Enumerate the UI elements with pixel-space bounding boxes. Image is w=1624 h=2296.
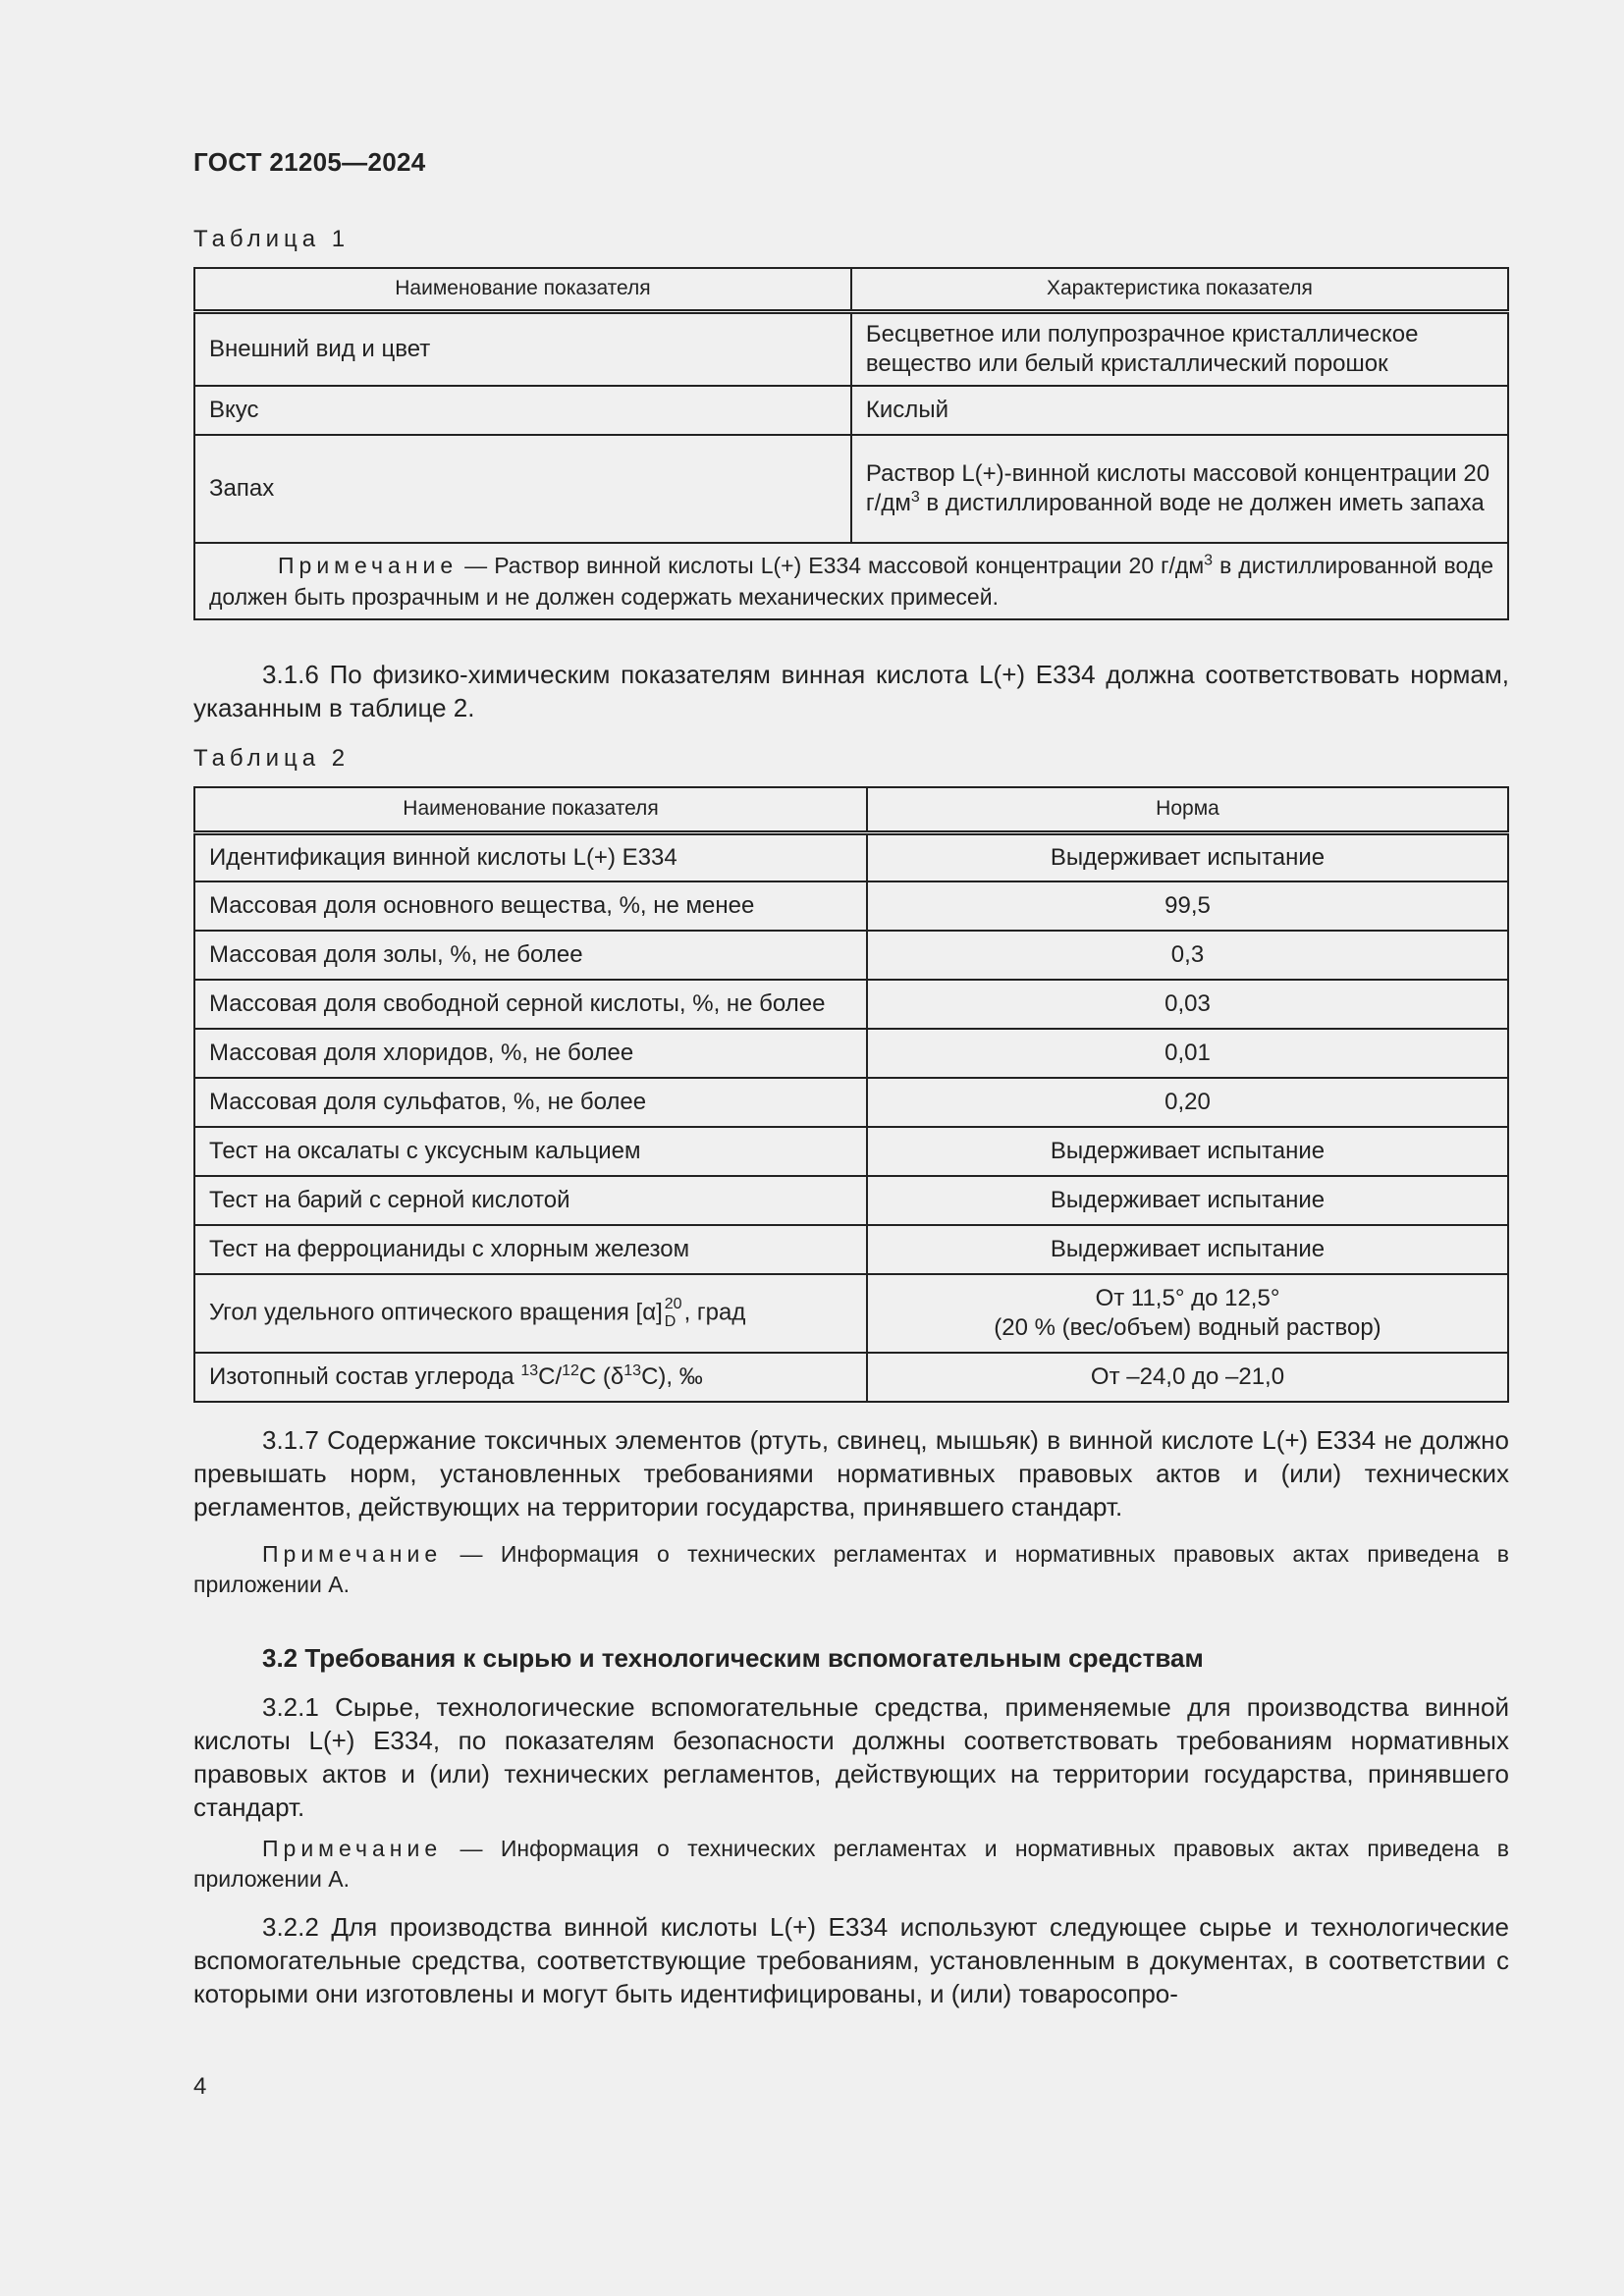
paragraph-3-2-2: 3.2.2 Для производства винной кислоты L(+) E334 используют следующее сырье и технологические вспомогательные средства, соответствующие требованиям, установленным в документах, в соответствии с которыми они изготовлены и могут быть идентифицированы, и (или) товаросопро- bbox=[193, 1912, 1509, 2008]
table2-cell-value bbox=[867, 1274, 1508, 1353]
table-row bbox=[194, 311, 1508, 386]
table1 bbox=[193, 267, 1509, 620]
rotation-index bbox=[665, 1296, 682, 1331]
table2-caption: Таблица 2 bbox=[193, 745, 351, 772]
isotope-text-1: Изотопный состав углерода bbox=[209, 1363, 521, 1390]
table-row bbox=[194, 1078, 1508, 1127]
table2-cell-name: Массовая доля свободной серной кислоты, %, не более bbox=[194, 980, 867, 1029]
table2-cell-value: 0,3 bbox=[867, 931, 1508, 980]
note-dash: — bbox=[442, 1836, 501, 1861]
table1-cell-name: Вкус bbox=[194, 386, 851, 435]
table-row bbox=[194, 1176, 1508, 1225]
table1-cell-value: Кислый bbox=[851, 386, 1508, 435]
table2-header-name: Наименование показателя bbox=[194, 787, 867, 832]
table1-header-characteristic: Характеристика показателя bbox=[851, 268, 1508, 311]
table2-cell-value: Выдерживает испытание bbox=[867, 1225, 1508, 1274]
isotope-sup-2: 12 bbox=[562, 1362, 579, 1379]
table2-cell-value: Выдерживает испытание bbox=[867, 1127, 1508, 1176]
table2-cell-name: Тест на барий с серной кислотой bbox=[194, 1176, 867, 1225]
rotation-sub: D bbox=[664, 1313, 677, 1330]
table2-cell-name: Массовая доля сульфатов, %, не более bbox=[194, 1078, 867, 1127]
note-label: Примечание bbox=[262, 1541, 443, 1567]
section-heading-3-2: 3.2 Требования к сырью и технологическим вспомогательным средствам bbox=[262, 1643, 1204, 1673]
document-code: ГОСТ 21205—2024 bbox=[193, 147, 426, 177]
table2-cell-name bbox=[194, 1274, 867, 1353]
table-row bbox=[194, 832, 1508, 881]
table2-cell-name: Массовая доля хлоридов, %, не более bbox=[194, 1029, 867, 1078]
note-text-part1: Раствор винной кислоты L(+) E334 массовой концентрации 20 г/дм bbox=[494, 553, 1205, 578]
table1-note bbox=[194, 543, 1508, 619]
table1-caption: Таблица 1 bbox=[193, 226, 351, 252]
table1-header-row bbox=[194, 268, 1508, 311]
smell-text-part2: в дистиллированной воде не должен иметь запаха bbox=[919, 490, 1485, 516]
isotope-sup-3: 13 bbox=[623, 1362, 642, 1379]
table2-cell-name: Тест на ферроцианиды с хлорным железом bbox=[194, 1225, 867, 1274]
note-text: Информация о технических регламентах и нормативных правовых актах приведена в приложении А. bbox=[193, 1836, 1509, 1892]
paragraph-3-1-6: 3.1.6 По физико-химическим показателям винная кислота L(+) E334 должна соответствовать нормам, указанным в таблице 2. bbox=[193, 660, 1509, 722]
note-text-sup: 3 bbox=[1204, 552, 1214, 569]
note-dash: — bbox=[442, 1541, 501, 1567]
smell-text-part1: Раствор L(+)-винной кислоты массовой концентрации 20 г/дм bbox=[865, 460, 1490, 516]
rotation-value-line1: От 11,5° до 12,5° bbox=[1095, 1285, 1280, 1311]
table2-cell-value: 0,20 bbox=[867, 1078, 1508, 1127]
table2-cell-name: Массовая доля золы, %, не более bbox=[194, 931, 867, 980]
note-label: Примечание bbox=[278, 553, 459, 578]
table2-cell-value: От –24,0 до –21,0 bbox=[867, 1353, 1508, 1402]
table1-header-name: Наименование показателя bbox=[194, 268, 851, 311]
table2-cell-value: 99,5 bbox=[867, 881, 1508, 931]
note-3-2-1 bbox=[193, 1834, 1509, 1895]
isotope-text-4: C), ‰ bbox=[641, 1363, 703, 1390]
rotation-value-line2: (20 % (вес/объем) водный раствор) bbox=[994, 1314, 1381, 1341]
isotope-sup-1: 13 bbox=[520, 1362, 539, 1379]
note-text: Информация о технических регламентах и нормативных правовых актах приведена в приложении А. bbox=[193, 1541, 1509, 1597]
table-row bbox=[194, 1029, 1508, 1078]
rotation-name-part1: Угол удельного оптического вращения [α] bbox=[209, 1299, 663, 1326]
table-row bbox=[194, 1225, 1508, 1274]
table-row bbox=[194, 1274, 1508, 1353]
note-3-1-7 bbox=[193, 1539, 1509, 1600]
table1-cell-value: Бесцветное или полупрозрачное кристаллическое вещество или белый кристаллический порошок bbox=[851, 311, 1508, 386]
table2-cell-name: Массовая доля основного вещества, %, не менее bbox=[194, 881, 867, 931]
page-number: 4 bbox=[193, 2073, 207, 2100]
table2-cell-name: Тест на оксалаты с уксусным кальцием bbox=[194, 1127, 867, 1176]
isotope-text-2: C/ bbox=[538, 1363, 563, 1390]
table2-header-norm: Норма bbox=[867, 787, 1508, 832]
rotation-sup: 20 bbox=[664, 1296, 682, 1312]
table-row bbox=[194, 386, 1508, 435]
note-dash: — bbox=[458, 553, 495, 578]
table2-cell-name: Идентификация винной кислоты L(+) E334 bbox=[194, 832, 867, 881]
paragraph-3-1-7: 3.1.7 Содержание токсичных элементов (ртуть, свинец, мышьяк) в винной кислоте L(+) E334 не должно превышать норм, установленных требованиями нормативных правовых актов и (или) технических регламентов, действующих на территории государства, принявшего стандарт. bbox=[193, 1425, 1509, 1522]
smell-text-sup: 3 bbox=[910, 489, 920, 506]
table2-header-row bbox=[194, 787, 1508, 832]
table2 bbox=[193, 786, 1509, 1403]
table-row bbox=[194, 1127, 1508, 1176]
table-row bbox=[194, 931, 1508, 980]
rotation-name-part2: , град bbox=[683, 1299, 746, 1326]
table2-cell-value: Выдерживает испытание bbox=[867, 832, 1508, 881]
table1-cell-name: Внешний вид и цвет bbox=[194, 311, 851, 386]
table2-cell-value: 0,01 bbox=[867, 1029, 1508, 1078]
note-label: Примечание bbox=[262, 1836, 443, 1861]
table2-cell-value: Выдерживает испытание bbox=[867, 1176, 1508, 1225]
table2-cell-name bbox=[194, 1353, 867, 1402]
table-row bbox=[194, 881, 1508, 931]
table1-cell-name: Запах bbox=[194, 435, 851, 543]
paragraph-3-2-1: 3.2.1 Сырье, технологические вспомогательные средства, применяемые для производства винной кислоты L(+) E334, по показателям безопасности должны соответствовать требованиям нормативных правовых актов и (или) технических регламентов, действующих на территории государства, принявшего стандарт. bbox=[193, 1692, 1509, 1822]
note-text-part2: в дистиллированной воде должен быть прозрачным и не должен содержать механических примесей. bbox=[209, 553, 1493, 610]
isotope-text-3: C (δ bbox=[578, 1363, 624, 1390]
table-row bbox=[194, 1353, 1508, 1402]
table-row bbox=[194, 980, 1508, 1029]
table-row bbox=[194, 435, 1508, 543]
table1-note-row bbox=[194, 543, 1508, 619]
table1-cell-value bbox=[851, 435, 1508, 543]
table2-cell-value: 0,03 bbox=[867, 980, 1508, 1029]
